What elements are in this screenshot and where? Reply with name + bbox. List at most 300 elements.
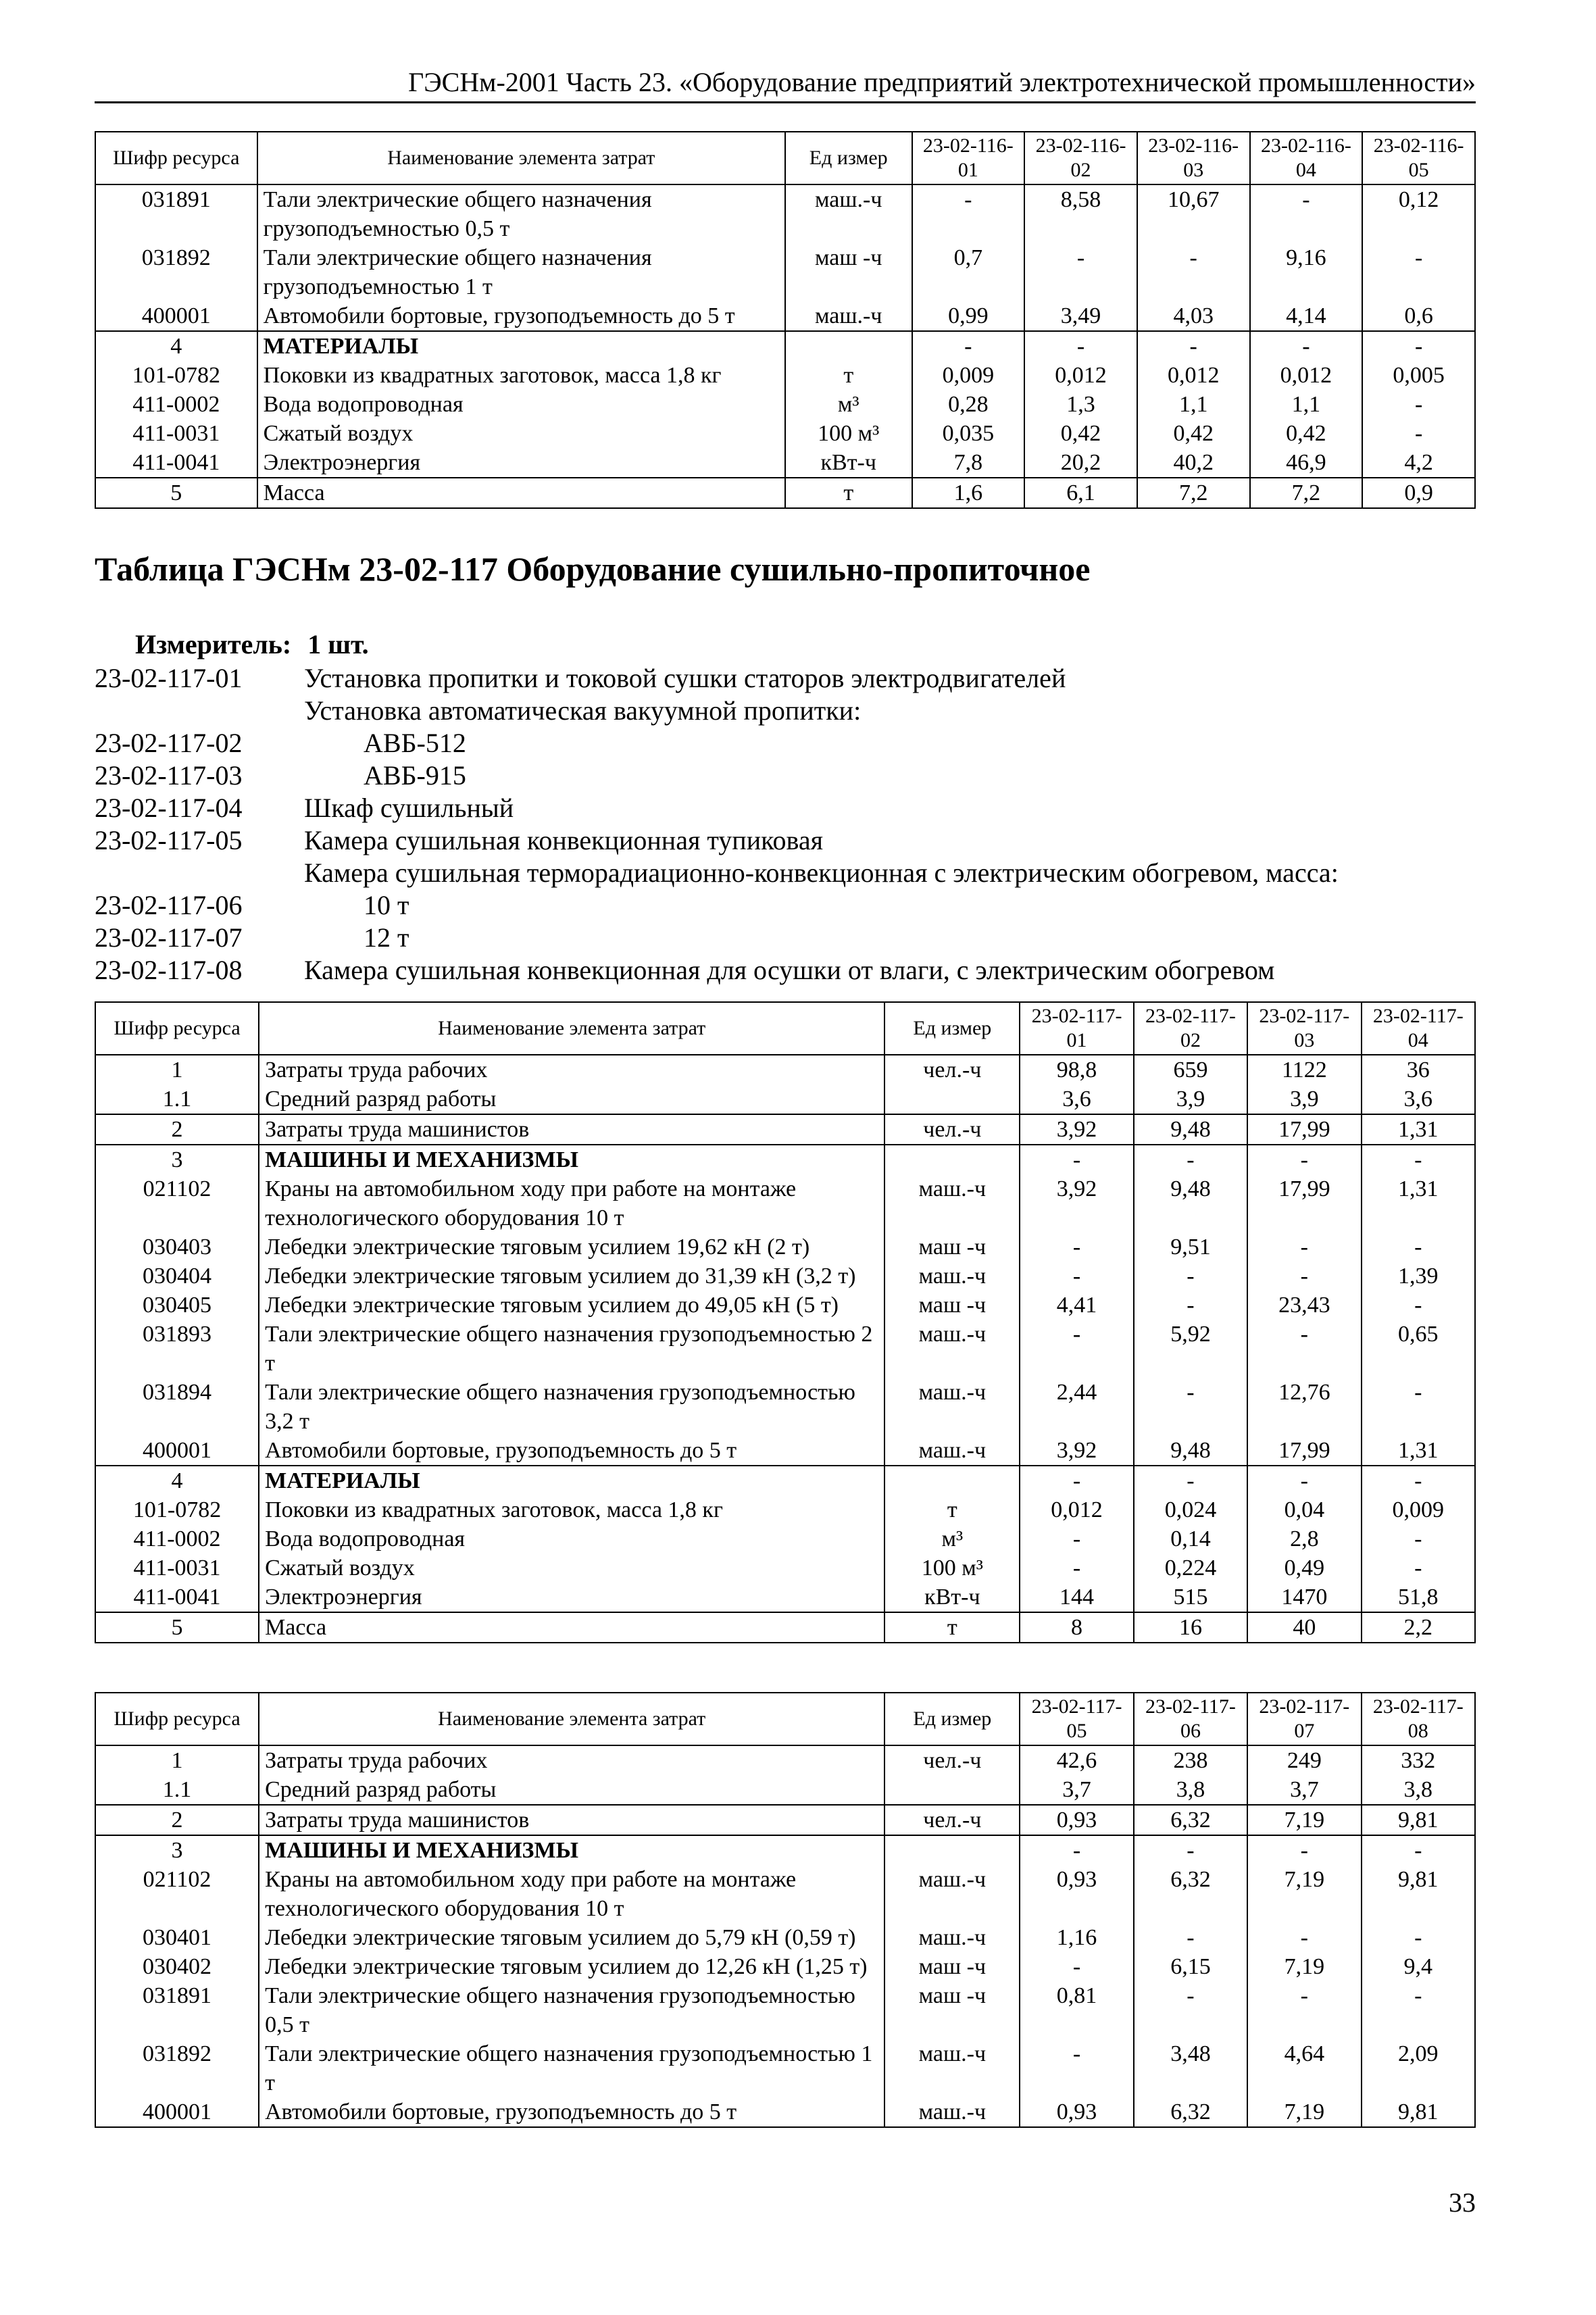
column-header: Ед измер [884,1693,1020,1745]
norm-value: 46,9 [1250,448,1363,478]
norm-value: 10,67 [1137,184,1250,243]
table-row [95,243,1475,301]
resource-code: 411-0031 [95,419,257,448]
norm-value: 9,4 [1362,1952,1475,1981]
norm-value: 3,6 [1020,1085,1133,1114]
norm-value: 1,1 [1137,390,1250,419]
item-code: 23-02-117-01 [95,663,243,693]
norm-value: - [1247,1320,1361,1378]
norm-value: 238 [1134,1745,1247,1775]
resource-code: 030401 [95,1923,259,1952]
unit-of-measure: маш.-ч [884,1436,1020,1466]
table-row [95,390,1475,419]
norm-value: - [1362,243,1475,301]
unit-of-measure: маш -ч [884,1952,1020,1981]
resource-code: 5 [95,478,257,508]
table-row [95,1835,1475,1865]
item-code: 23-02-117-08 [95,955,243,985]
cost-element-name: Поковки из квадратных заготовок, масса 1,8 кг [259,1495,884,1524]
norm-value: 6,32 [1134,1805,1247,1835]
norm-value: 17,99 [1247,1174,1361,1233]
norm-value: - [1362,1835,1475,1865]
resource-code: 400001 [95,2097,259,2127]
norm-value: 0,65 [1362,1320,1475,1378]
norm-value: - [1137,243,1250,301]
unit-of-measure: маш.-ч [785,184,912,243]
cost-element-name: Электроэнергия [257,448,785,478]
cost-element-name: Краны на автомобильном ходу при работе на монтаже технологического оборудования 10 т [259,1865,884,1923]
item-code: 23-02-117-05 [95,825,243,855]
norm-value: - [1247,1981,1361,2039]
norm-value: - [1134,1835,1247,1865]
norm-value: 0,005 [1362,361,1475,390]
item-description: Шкаф сушильный [304,793,514,823]
table-row [95,331,1475,361]
column-header: 23-02-117-01 [1020,1002,1133,1055]
cost-element-name: Автомобили бортовые, грузоподъемность до 5 т [259,1436,884,1466]
item-code: 23-02-117-03 [95,760,243,791]
norm-value: 7,2 [1250,478,1363,508]
column-header: Ед измер [884,1002,1020,1055]
table-row [95,184,1475,243]
norm-value: 98,8 [1020,1055,1133,1085]
table-row [95,1085,1475,1114]
norm-value: 6,32 [1134,1865,1247,1923]
item-code: 23-02-117-06 [95,890,243,920]
norm-value: 0,7 [912,243,1025,301]
norm-value: 144 [1020,1583,1133,1612]
norm-value: 0,012 [1020,1495,1133,1524]
table-row [95,419,1475,448]
header-rule [95,101,1476,103]
table-row [95,1981,1475,2039]
norm-value: - [1024,243,1137,301]
column-header: Наименование элемента затрат [259,1693,884,1745]
header-row [95,1693,1475,1745]
item-description: АВБ-512 [364,728,466,758]
item-description: 10 т [364,890,409,920]
column-header: 23-02-116-05 [1362,132,1475,184]
norm-value: - [1362,1923,1475,1952]
norm-value: 0,93 [1020,2097,1133,2127]
cost-element-name: Вода водопроводная [259,1524,884,1553]
norm-value: - [1134,1378,1247,1436]
cost-element-name: Поковки из квадратных заготовок, масса 1,8 кг [257,361,785,390]
table-row [95,1320,1475,1378]
table-row [95,1174,1475,1233]
norm-value: 659 [1134,1055,1247,1085]
page-number: 33 [1449,2187,1476,2218]
norm-value: 0,224 [1134,1553,1247,1583]
norm-value: 8 [1020,1612,1133,1643]
table-row [95,1495,1475,1524]
table-row [95,1952,1475,1981]
norm-value: 0,42 [1024,419,1137,448]
norm-value: 0,42 [1137,419,1250,448]
norm-value: 36 [1362,1055,1475,1085]
table-row [95,1055,1475,1085]
unit-of-measure: маш.-ч [884,1865,1020,1923]
norm-value: 5,92 [1134,1320,1247,1378]
norm-value: 9,81 [1362,1805,1475,1835]
norm-value: 0,28 [912,390,1025,419]
unit-of-measure: маш.-ч [884,2097,1020,2127]
meter-value: 1 шт. [307,629,369,659]
table-row [95,1524,1475,1553]
norm-value: 0,009 [1362,1495,1475,1524]
norm-value: 0,81 [1020,1981,1133,2039]
column-header: 23-02-116-01 [912,132,1025,184]
norm-value: 9,48 [1134,1174,1247,1233]
table-row [95,1233,1475,1262]
norm-value: - [1020,1524,1133,1553]
table-row [95,1262,1475,1291]
resource-code: 031893 [95,1320,259,1378]
norm-value: 4,03 [1137,301,1250,331]
cost-element-name: МАТЕРИАЛЫ [259,1466,884,1495]
norm-value: 51,8 [1362,1583,1475,1612]
table-row [95,1612,1475,1643]
table-row [95,2097,1475,2127]
norm-value: - [1020,1466,1133,1495]
norm-value: - [1020,1320,1133,1378]
column-header: 23-02-116-04 [1250,132,1363,184]
norm-value: 7,2 [1137,478,1250,508]
column-header: Шифр ресурса [95,1693,259,1745]
norm-value: 249 [1247,1745,1361,1775]
norm-value: - [1362,1553,1475,1583]
norm-value: - [912,331,1025,361]
norm-value: 3,9 [1247,1085,1361,1114]
norm-value: 9,16 [1250,243,1363,301]
norm-value: 4,64 [1247,2039,1361,2097]
cost-element-name: Тали электрические общего назначения грузоподъемностью 0,5 т [259,1981,884,2039]
item-description: АВБ-915 [364,760,466,791]
norm-value: 12,76 [1247,1378,1361,1436]
cost-element-name: Электроэнергия [259,1583,884,1612]
unit-of-measure: м³ [884,1524,1020,1553]
norm-value: 1,1 [1250,390,1363,419]
norm-value: - [912,184,1025,243]
resource-code: 2 [95,1114,259,1145]
unit-of-measure: маш -ч [785,243,912,301]
column-header: Наименование элемента затрат [259,1002,884,1055]
norm-value: 0,12 [1362,184,1475,243]
norm-value: 0,93 [1020,1865,1133,1923]
cost-element-name: Сжатый воздух [259,1553,884,1583]
cost-element-name: Затраты труда машинистов [259,1805,884,1835]
norm-value: 8,58 [1024,184,1137,243]
norm-value: 17,99 [1247,1436,1361,1466]
unit-of-measure: чел.-ч [884,1114,1020,1145]
norm-value: 23,43 [1247,1291,1361,1320]
norm-value: - [1020,1145,1133,1174]
unit-of-measure: т [785,478,912,508]
column-header: 23-02-117-02 [1134,1002,1247,1055]
item-code: 23-02-117-02 [95,728,243,758]
unit-of-measure: кВт-ч [884,1583,1020,1612]
norm-value: - [1020,1262,1133,1291]
resource-code: 1.1 [95,1775,259,1805]
unit-of-measure: чел.-ч [884,1805,1020,1835]
unit-of-measure: м³ [785,390,912,419]
norm-value: 6,1 [1024,478,1137,508]
norm-value: 0,012 [1024,361,1137,390]
norm-value: 3,8 [1362,1775,1475,1805]
running-header: ГЭСНм-2001 Часть 23. «Оборудование предприятий электротехнической промышленности» [408,67,1476,97]
norm-value: 0,14 [1134,1524,1247,1553]
unit-of-measure: 100 м³ [785,419,912,448]
resource-code: 411-0041 [95,448,257,478]
norm-value: 7,19 [1247,1865,1361,1923]
unit-of-measure: чел.-ч [884,1055,1020,1085]
norm-value: 1,31 [1362,1436,1475,1466]
resource-code: 3 [95,1145,259,1174]
norm-value: 0,012 [1137,361,1250,390]
resource-code: 1 [95,1055,259,1085]
header-row [95,1002,1475,1055]
unit-of-measure: 100 м³ [884,1553,1020,1583]
norm-value: - [1362,1291,1475,1320]
resource-code: 030405 [95,1291,259,1320]
column-header: 23-02-117-05 [1020,1693,1133,1745]
resource-code: 030404 [95,1262,259,1291]
norm-value: - [1250,184,1363,243]
norm-value: - [1020,2039,1133,2097]
norm-value: 1,6 [912,478,1025,508]
cost-element-name: Лебедки электрические тяговым усилием до 31,39 кН (3,2 т) [259,1262,884,1291]
norm-value: 6,32 [1134,2097,1247,2127]
resource-code: 031892 [95,2039,259,2097]
column-header: 23-02-117-06 [1134,1693,1247,1745]
table-row [95,448,1475,478]
unit-of-measure: маш.-ч [785,301,912,331]
table-row [95,1865,1475,1923]
table-row [95,1805,1475,1835]
unit-of-measure: маш.-ч [884,1320,1020,1378]
cost-element-name: Тали электрические общего назначения грузоподъемностью 2 т [259,1320,884,1378]
table-row [95,1583,1475,1612]
cost-element-name: МАШИНЫ И МЕХАНИЗМЫ [259,1835,884,1865]
unit-of-measure: маш -ч [884,1233,1020,1262]
norm-value: - [1362,1145,1475,1174]
table-row [95,301,1475,331]
unit-of-measure: маш.-ч [884,1174,1020,1233]
resource-code: 400001 [95,1436,259,1466]
norm-value: 3,7 [1020,1775,1133,1805]
cost-element-name: Лебедки электрические тяговым усилием до 5,79 кН (0,59 т) [259,1923,884,1952]
unit-of-measure [785,331,912,361]
norm-value: 16 [1134,1612,1247,1643]
column-header: 23-02-117-04 [1362,1002,1475,1055]
norm-value: 0,035 [912,419,1025,448]
norm-value: - [1362,1378,1475,1436]
unit-of-measure [884,1466,1020,1495]
norm-value: 1470 [1247,1583,1361,1612]
norm-value: - [1137,331,1250,361]
norm-value: 2,8 [1247,1524,1361,1553]
norm-value: 9,48 [1134,1436,1247,1466]
resource-code: 030403 [95,1233,259,1262]
norm-value: 3,48 [1134,2039,1247,2097]
unit-of-measure: чел.-ч [884,1745,1020,1775]
table-row [95,1745,1475,1775]
item-description: 12 т [364,922,409,953]
column-header: 23-02-117-03 [1247,1002,1361,1055]
unit-of-measure: т [884,1612,1020,1643]
cost-element-name: МАТЕРИАЛЫ [257,331,785,361]
column-header: 23-02-116-03 [1137,132,1250,184]
cost-element-name: Тали электрические общего назначения грузоподъемностью 1 т [259,2039,884,2097]
norm-value: 3,9 [1134,1085,1247,1114]
resource-code: 031892 [95,243,257,301]
cost-element-name: Масса [259,1612,884,1643]
cost-table [95,1692,1476,2128]
column-header: 23-02-117-08 [1362,1693,1475,1745]
cost-element-name: Затраты труда машинистов [259,1114,884,1145]
resource-code: 101-0782 [95,1495,259,1524]
cost-element-name: Затраты труда рабочих [259,1745,884,1775]
norm-value: 2,44 [1020,1378,1133,1436]
cost-element-name: Сжатый воздух [257,419,785,448]
norm-value: 3,6 [1362,1085,1475,1114]
norm-value: 7,19 [1247,1952,1361,1981]
column-header: 23-02-116-02 [1024,132,1137,184]
resource-code: 031894 [95,1378,259,1436]
column-header: Ед измер [785,132,912,184]
norm-value: 3,92 [1020,1114,1133,1145]
unit-of-measure [884,1085,1020,1114]
resource-code: 411-0041 [95,1583,259,1612]
cost-element-name: Лебедки электрические тяговым усилием до 49,05 кН (5 т) [259,1291,884,1320]
norm-value: - [1247,1233,1361,1262]
resource-code: 3 [95,1835,259,1865]
resource-code: 1.1 [95,1085,259,1114]
cost-element-name: Тали электрические общего назначения грузоподъемностью 0,5 т [257,184,785,243]
norm-value: 0,04 [1247,1495,1361,1524]
norm-value: 9,48 [1134,1114,1247,1145]
norm-value: 0,012 [1250,361,1363,390]
item-description: Камера сушильная конвекционная тупиковая [304,825,824,855]
item-code: 23-02-117-07 [95,922,243,953]
table-row [95,478,1475,508]
norm-value: - [1020,1952,1133,1981]
norm-value: 0,024 [1134,1495,1247,1524]
table-row [95,1291,1475,1320]
norm-value: 1,3 [1024,390,1137,419]
cost-element-name: МАШИНЫ И МЕХАНИЗМЫ [259,1145,884,1174]
unit-of-measure [884,1775,1020,1805]
item-description: Установка пропитки и токовой сушки статоров электродвигателей [304,663,1066,693]
unit-of-measure [884,1145,1020,1174]
cost-element-name: Автомобили бортовые, грузоподъемность до 5 т [259,2097,884,2127]
unit-of-measure: маш -ч [884,1291,1020,1320]
norm-value: 3,92 [1020,1436,1133,1466]
cost-element-name: Тали электрические общего назначения грузоподъемностью 1 т [257,243,785,301]
resource-code: 021102 [95,1865,259,1923]
norm-value: - [1362,331,1475,361]
table-caption: Таблица ГЭСНм 23-02-117 Оборудование сушильно-пропиточное [95,550,1091,588]
norm-value: - [1020,1553,1133,1583]
norm-value: 9,51 [1134,1233,1247,1262]
norm-value: 2,2 [1362,1612,1475,1643]
norm-value: 3,92 [1020,1174,1133,1233]
norm-value: 0,9 [1362,478,1475,508]
norm-value: 40,2 [1137,448,1250,478]
meter-line [135,628,369,661]
cost-element-name: Лебедки электрические тяговым усилием до 12,26 кН (1,25 т) [259,1952,884,1981]
unit-of-measure: т [884,1495,1020,1524]
norm-value: - [1247,1466,1361,1495]
norm-value: 3,7 [1247,1775,1361,1805]
resource-code: 101-0782 [95,361,257,390]
norm-value: - [1247,1923,1361,1952]
cost-element-name: Автомобили бортовые, грузоподъемность до 5 т [257,301,785,331]
resource-code: 030402 [95,1952,259,1981]
cost-element-name: Затраты труда рабочих [259,1055,884,1085]
norm-value: 7,8 [912,448,1025,478]
norm-value: 0,49 [1247,1553,1361,1583]
norm-value: 1,31 [1362,1174,1475,1233]
table-row [95,361,1475,390]
resource-code: 4 [95,331,257,361]
table-row [95,1466,1475,1495]
norm-value: 4,14 [1250,301,1363,331]
norm-value: 20,2 [1024,448,1137,478]
norm-value: - [1134,1923,1247,1952]
table-row [95,1145,1475,1174]
item-description: Камера сушильная конвекционная для осушки от влаги, с электрическим обогревом [304,955,1275,985]
norm-value: 1,31 [1362,1114,1475,1145]
norm-value: 2,09 [1362,2039,1475,2097]
norm-value: - [1024,331,1137,361]
resource-code: 411-0031 [95,1553,259,1583]
table-row [95,1775,1475,1805]
item-description: Камера сушильная терморадиационно-конвекционная с электрическим обогревом, масса: [304,857,1339,888]
norm-value: - [1134,1466,1247,1495]
cost-element-name: Лебедки электрические тяговым усилием 19,62 кН (2 т) [259,1233,884,1262]
column-header: Шифр ресурса [95,132,257,184]
item-code: 23-02-117-04 [95,793,243,823]
norm-value: 332 [1362,1745,1475,1775]
column-header: Шифр ресурса [95,1002,259,1055]
norm-value: 42,6 [1020,1745,1133,1775]
table-row [95,2039,1475,2097]
norm-value: - [1362,1233,1475,1262]
norm-value: 0,42 [1250,419,1363,448]
unit-of-measure: маш.-ч [884,1262,1020,1291]
norm-value: 1122 [1247,1055,1361,1085]
unit-of-measure: кВт-ч [785,448,912,478]
norm-value: 6,15 [1134,1952,1247,1981]
norm-value: - [1247,1262,1361,1291]
column-header: Наименование элемента затрат [257,132,785,184]
cost-element-name: Краны на автомобильном ходу при работе на монтаже технологического оборудования 10 т [259,1174,884,1233]
norm-value: 1,39 [1362,1262,1475,1291]
resource-code: 031891 [95,184,257,243]
norm-value: 3,49 [1024,301,1137,331]
norm-value: 0,009 [912,361,1025,390]
table-row [95,1436,1475,1466]
norm-value: - [1362,1466,1475,1495]
resource-code: 2 [95,1805,259,1835]
norm-value: - [1134,1291,1247,1320]
norm-value: - [1250,331,1363,361]
norm-value: 7,19 [1247,1805,1361,1835]
norm-value: 17,99 [1247,1114,1361,1145]
resource-code: 411-0002 [95,1524,259,1553]
norm-value: - [1247,1835,1361,1865]
